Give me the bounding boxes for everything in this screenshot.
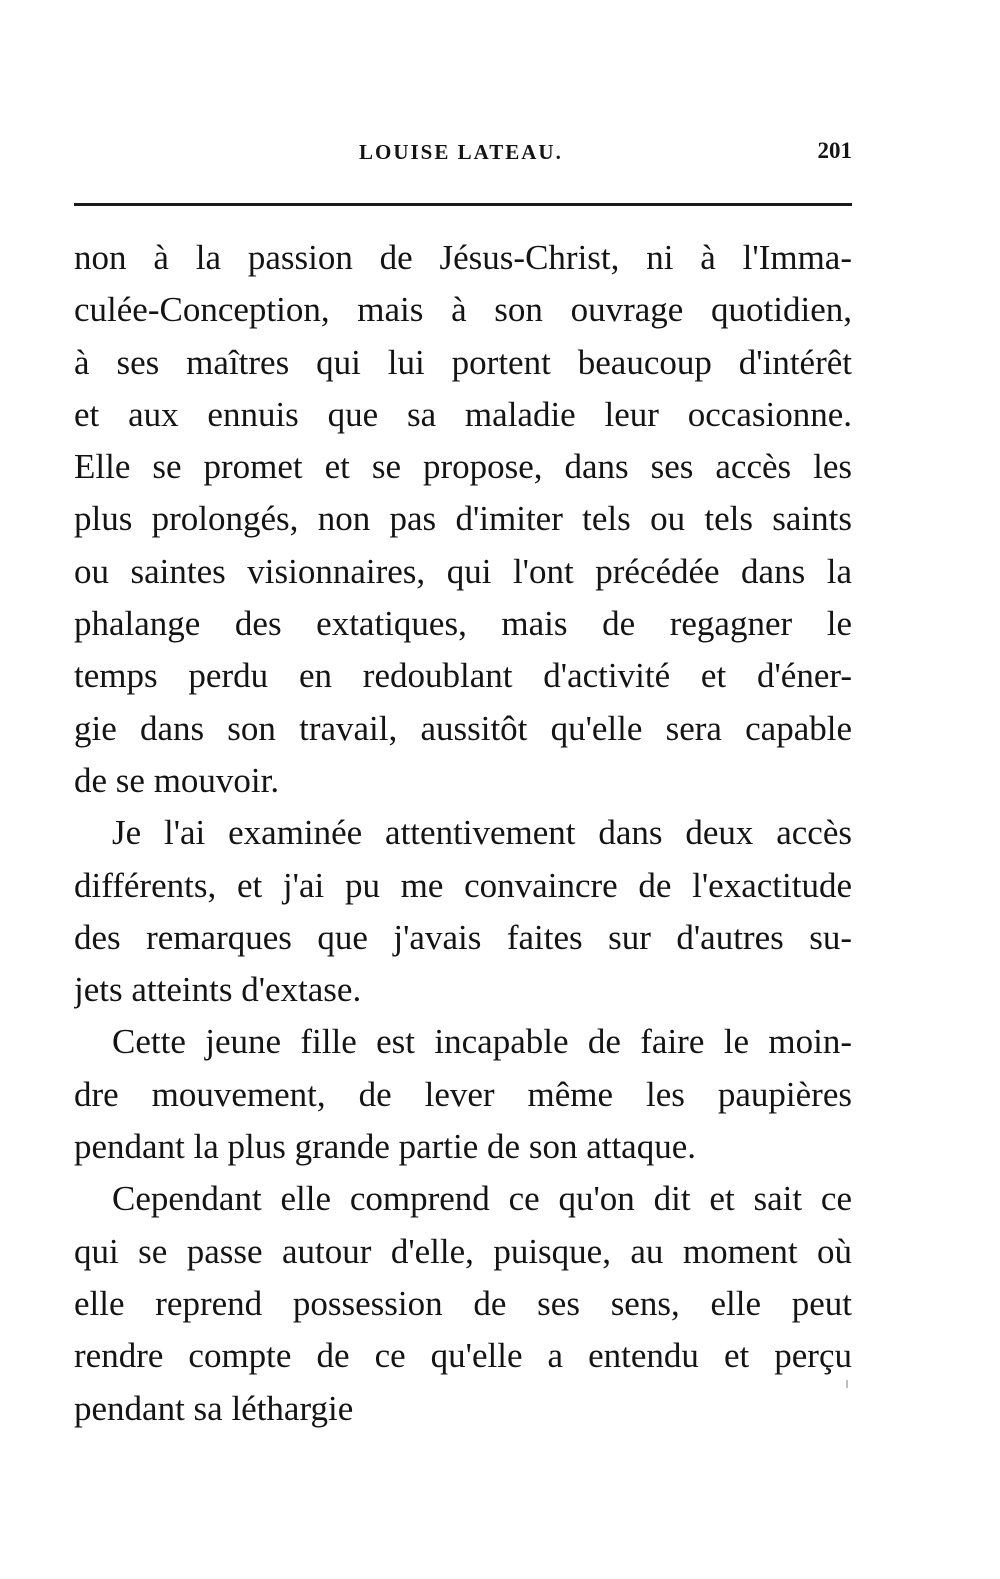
text-line: qui se passe autour d'elle, puisque, au moment où: [74, 1231, 852, 1271]
text-line: pendant sa léthargie: [74, 1388, 354, 1428]
text-line: phalange des extatiques, mais de regagner le: [74, 604, 852, 644]
page-number: 201: [817, 138, 852, 163]
text-line: des remarques que j'avais faites sur d'autres su-: [74, 917, 852, 957]
text-line: pendant la plus grande partie de son attaque.: [74, 1127, 697, 1167]
running-title: LOUISE LATEAU.: [359, 140, 563, 164]
text-line: non à la passion de Jésus-Christ, ni à l'Imma-: [74, 238, 852, 277]
text-line: ou saintes visionnaires, qui l'ont précédée dans la: [74, 551, 852, 591]
text-line: différents, et j'ai pu me convaincre de l'exactitude: [74, 865, 852, 905]
text-line: jets atteints d'extase.: [74, 970, 362, 1010]
text-line: elle reprend possession de ses sens, elle peut: [74, 1283, 852, 1323]
text-line: culée-Conception, mais à son ouvrage quotidien,: [74, 290, 852, 330]
header-rule: [74, 203, 852, 206]
text-line: rendre compte de ce qu'elle a entendu et perçu: [74, 1336, 852, 1376]
text-line: Cependant elle comprend ce qu'on dit et sait ce: [112, 1179, 852, 1219]
text-line: Je l'ai examinée attentivement dans deux accès: [112, 813, 852, 853]
text-line: et aux ennuis que sa maladie leur occasionne.: [74, 394, 852, 434]
text-line: à ses maîtres qui lui portent beaucoup d'intérêt: [74, 342, 852, 382]
body-text: [74, 232, 852, 1435]
text-line: dre mouvement, de lever même les paupières: [74, 1074, 852, 1114]
text-line: plus prolongés, non pas d'imiter tels ou tels saints: [74, 499, 852, 539]
text-line: Cette jeune fille est incapable de faire le moin-: [112, 1022, 852, 1062]
text-line: de se mouvoir.: [74, 760, 280, 800]
text-line: gie dans son travail, aussitôt qu'elle sera capable: [74, 708, 852, 748]
text-line: temps perdu en redoublant d'activité et d'éner-: [74, 656, 852, 696]
running-head: [74, 140, 852, 176]
scan-speck: [846, 1380, 848, 1388]
text-line: Elle se promet et se propose, dans ses accès les: [74, 447, 852, 487]
